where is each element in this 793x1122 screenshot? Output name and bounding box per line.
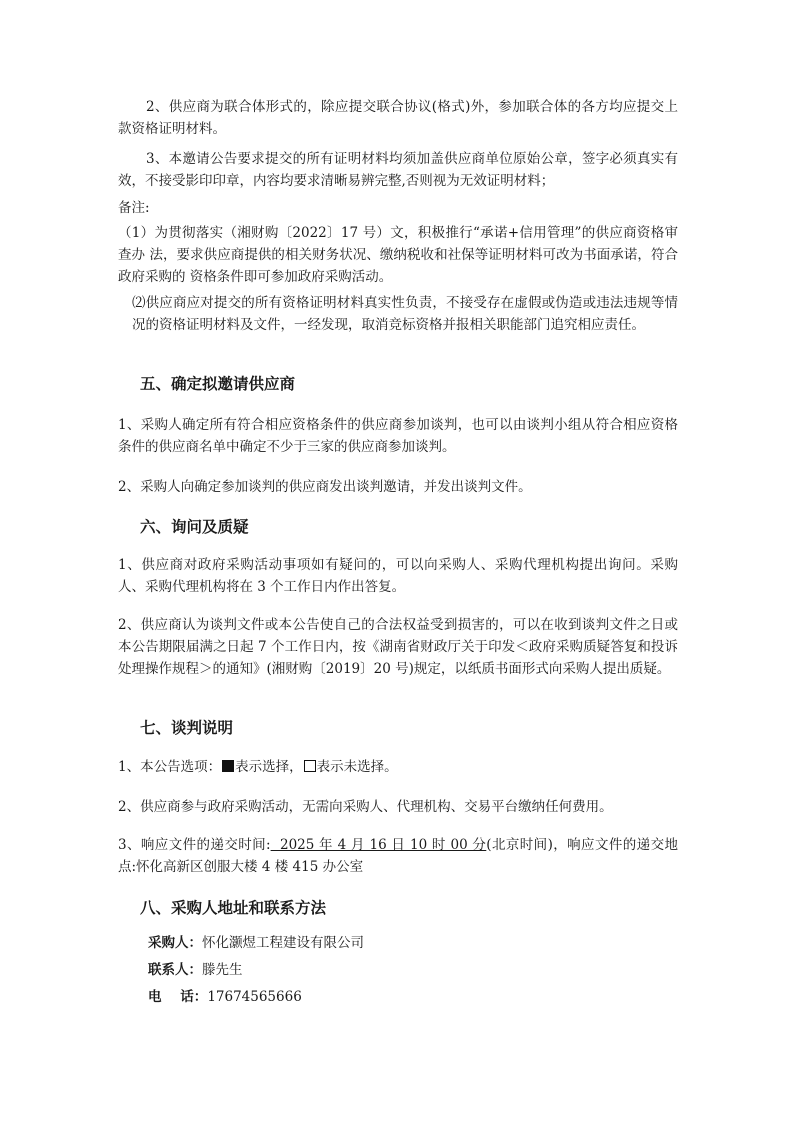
phone-label: 电 话： <box>148 989 208 1005</box>
remark-note-2: ⑵供应商应对提交的所有资格证明材料真实性负责，不接受存在虚假或伪造或违法违规等情况的资格证明材料及文件，一经发现，取消竞标资格并报相关职能部门追究相应责任。 <box>132 295 678 333</box>
s5-item-1: 1、采购人确定所有符合相应资格条件的供应商参加谈判，也可以由谈判小组从符合相应资格条件的供应商名单中确定不少于三家的供应商参加谈判。 <box>118 417 678 455</box>
s7-item-1 <box>118 756 678 778</box>
s6-item-2: 2、供应商认为谈判文件或本公告使自己的合法权益受到损害的，可以在收到谈判文件之日或本公告期限届满之日起 7 个工作日内，按《湖南省财政厅关于印发＜政府采购质疑答复和投诉处理操作规程＞的通知》(湘财购〔2019〕20 号)规定，以纸质书面形式向采购人提出质疑。 <box>118 617 678 677</box>
s7-item-1-prefix: 1、本公告选项： <box>118 759 222 775</box>
purchaser-value: 怀化灏煜工程建设有限公司 <box>202 935 364 951</box>
s6-item-1: 1、供应商对政府采购活动事项如有疑问的，可以向采购人、采购代理机构提出询问。采购人、采购代理机构将在 3 个工作日内作出答复。 <box>118 557 678 595</box>
s7-item-3-prefix: 3、响应文件的递交时间: <box>118 837 271 853</box>
contact-value: 滕先生 <box>202 962 243 978</box>
contact-label: 联系人： <box>148 962 202 978</box>
section-6-title: 六、询问及质疑 <box>140 518 249 536</box>
s7-item-3 <box>118 834 678 878</box>
s7-item-2: 2、供应商参与政府采购活动，无需向采购人、代理机构、交易平台缴纳任何费用。 <box>118 799 613 815</box>
submission-time: 2025 年 4 月 16 日 10 时 00 分 <box>270 837 487 853</box>
remark-note-1: （1）为贯彻落实（湘财购〔2022〕17 号）文，积极推行“承诺+信用管理”的供应商资格审查办 法，要求供应商提供的相关财务状况、缴纳税收和社保等证明材料可改为书面承诺，符合政府采购的 资格条件即可参加政府采购活动。 <box>118 225 678 285</box>
purchaser-row <box>148 932 364 954</box>
s4-item-2: 2、供应商为联合体形式的，除应提交联合协议(格式)外，参加联合体的各方均应提交上款资格证明材料。 <box>118 99 678 137</box>
s7-item-1-selected-text: 表示选择， <box>235 759 303 775</box>
section-8-title: 八、采购人地址和联系方法 <box>140 899 327 917</box>
phone-value: 17674565666 <box>207 989 302 1005</box>
contact-row <box>148 959 243 981</box>
purchaser-label: 采购人： <box>148 935 202 951</box>
section-5-title: 五、确定拟邀请供应商 <box>140 375 296 393</box>
section-7-title: 七、谈判说明 <box>140 719 234 737</box>
empty-square-icon <box>304 760 316 772</box>
s7-item-1-unselected-text: 表示未选择。 <box>316 759 398 775</box>
filled-square-icon <box>222 760 234 772</box>
s5-item-2: 2、采购人向确定参加谈判的供应商发出谈判邀请，并发出谈判文件。 <box>118 479 532 495</box>
remark-label: 备注: <box>118 200 150 216</box>
s4-item-3: 3、本邀请公告要求提交的所有证明材料均须加盖供应商单位原始公章，签字必须真实有效，不接受影印印章，内容均要求清晰易辨完整,否则视为无效证明材料； <box>118 151 678 189</box>
s7-item-3-suffix: (北京时间)，响应文件的递交地点:怀化高新区创服大楼 4 楼 415 办公室 <box>118 837 678 875</box>
phone-row <box>148 986 302 1008</box>
